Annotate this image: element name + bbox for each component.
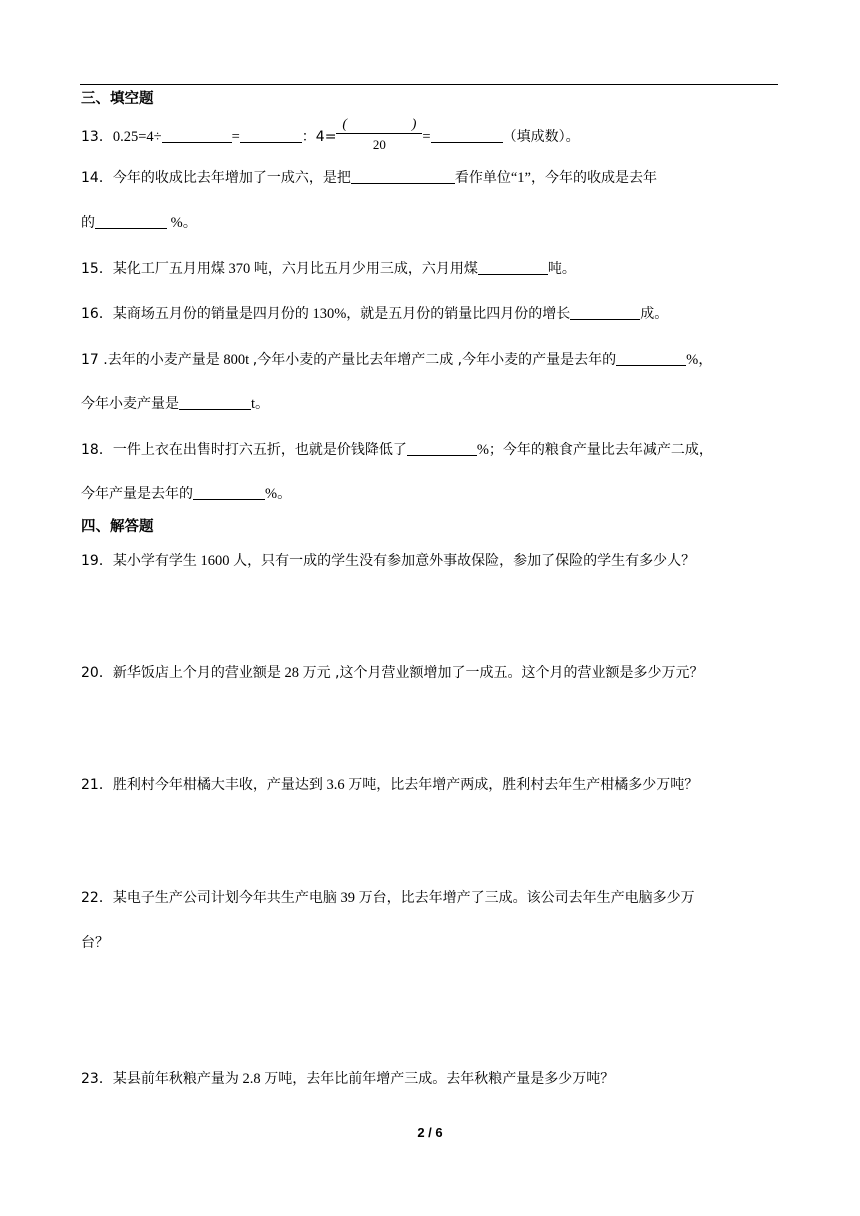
answer-blank[interactable] — [478, 260, 548, 275]
fraction-numerator-blank[interactable] — [336, 115, 422, 134]
answer-blank[interactable] — [95, 214, 167, 229]
answer-blank[interactable] — [407, 441, 477, 456]
answer-blank[interactable] — [193, 485, 265, 500]
header-rule — [80, 84, 778, 85]
question-19: 19．某小学有学生 1600 人，只有一成的学生没有参加意外事故保险，参加了保险的学生有多少人？ — [81, 553, 696, 569]
section-title-fill-in: 三、填空题 — [81, 91, 154, 107]
answer-blank[interactable] — [162, 128, 232, 143]
question-16: 16．某商场五月份的销量是四月份的 130%，就是五月份的销量比四月份的增长 成。 — [81, 306, 669, 322]
question-17: 17 .去年的小麦产量是 800t ,今年小麦的产量比去年增产二成 ,今年小麦的产量是去年的 %， — [81, 352, 713, 368]
question-22-continued: 台？ — [81, 935, 109, 951]
page-number: 2 / 6 — [417, 1125, 443, 1140]
question-20: 20．新华饭店上个月的营业额是 28 万元 ,这个月营业额增加了一成五。这个月的营业额是多少万元？ — [81, 665, 704, 681]
answer-blank[interactable] — [616, 351, 686, 366]
question-14-continued: 的 %。 — [81, 215, 198, 231]
question-15: 15．某化工厂五月用煤 370 吨，六月比五月少用三成，六月用煤 吨。 — [81, 261, 576, 277]
fraction: ( ) 20 — [336, 121, 422, 141]
section-title-solve: 四、解答题 — [81, 519, 154, 535]
question-18: 18．一件上衣在出售时打六五折，也就是价钱降低了 %；今年的粮食产量比去年减产二成， — [81, 442, 713, 458]
question-23: 23．某县前年秋粮产量为 2.8 万吨，去年比前年增产三成。去年秋粮产量是多少万吨？ — [81, 1071, 615, 1087]
answer-blank[interactable] — [240, 128, 302, 143]
question-17-continued: 今年小麦产量是 t。 — [81, 396, 270, 412]
question-21: 21．胜利村今年柑橘大丰收，产量达到 3.6 万吨，比去年增产两成，胜利村去年生产柑橘多少万吨？ — [81, 777, 699, 793]
question-13: 13．0.25=4÷ = ：4= ( ) 20 = （填成数）。 — [81, 117, 580, 152]
answer-blank[interactable] — [570, 305, 640, 320]
answer-blank[interactable] — [431, 128, 503, 143]
question-14: 14．今年的收成比去年增加了一成六，是把 看作单位“1”，今年的收成是去年 — [81, 170, 657, 186]
question-18-continued: 今年产量是去年的 %。 — [81, 486, 292, 502]
answer-blank[interactable] — [351, 169, 455, 184]
question-22: 22．某电子生产公司计划今年共生产电脑 39 万台，比去年增产了三成。该公司去年生产电脑多少万 — [81, 890, 695, 906]
answer-blank[interactable] — [179, 395, 251, 410]
